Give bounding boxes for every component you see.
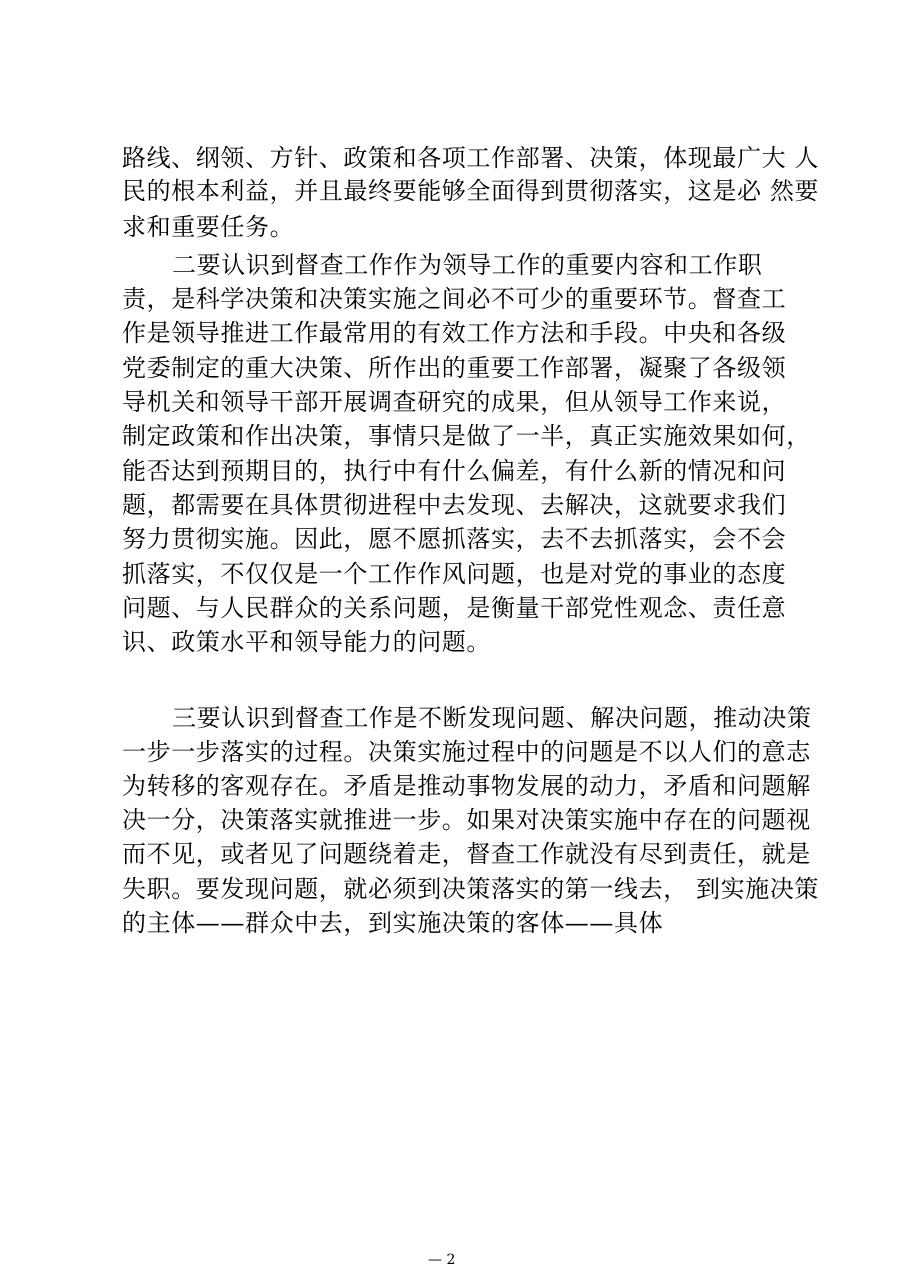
page-number: — 2 bbox=[428, 1252, 456, 1268]
text-line: 导机关和领导干部开展调查研究的成果，但从领导工作来说， bbox=[122, 388, 787, 416]
text-line: 而不见，或者见了问题绕着走，督查工作就没有尽到责任，就是 bbox=[122, 840, 811, 868]
text-line: 一步一步落实的过程。决策实施过程中的问题是不以人们的意志 bbox=[122, 738, 811, 766]
text-line: 制定政策和作出决策，事情只是做了一半，真正实施效果如何， bbox=[122, 422, 811, 450]
text-line: 题，都需要在具体贯彻进程中去发现、去解决，这就要求我们 bbox=[122, 491, 787, 519]
text-line: 求和重要任务。 bbox=[122, 213, 295, 241]
text-line: 党委制定的重大决策、所作出的重要工作部署，凝聚了各级领 bbox=[122, 354, 787, 382]
text-line: 民的根本利益，并且最终要能够全面得到贯彻落实，这是必 然要 bbox=[122, 177, 820, 205]
text-line: 努力贯彻实施。因此，愿不愿抓落实，去不去抓落实，会不会 bbox=[122, 525, 787, 553]
text-line: 能否达到预期目的，执行中有什么偏差，有什么新的情况和问 bbox=[122, 457, 787, 485]
text-line: 失职。要发现问题，就必须到决策落实的第一线去， 到实施决策 bbox=[122, 875, 820, 903]
text-line: 路线、纲领、方针、政策和各项工作部署、决策，体现最广大 人 bbox=[122, 144, 820, 172]
text-line: 决一分，决策落实就推进一步。如果对决策实施中存在的问题视 bbox=[122, 806, 811, 834]
text-line: 的主体——群众中去，到实施决策的客体——具体 bbox=[122, 909, 664, 937]
text-line: 为转移的客观存在。矛盾是推动事物发展的动力，矛盾和问题解 bbox=[122, 772, 811, 800]
text-line: 作是领导推进工作最常用的有效工作方法和手段。中央和各级 bbox=[122, 319, 787, 347]
text-line: 抓落实，不仅仅是一个工作作风问题，也是对党的事业的态度 bbox=[122, 560, 787, 588]
text-line: 问题、与人民群众的关系问题，是衡量干部党性观念、责任意 bbox=[122, 594, 787, 622]
text-line: 二要认识到督查工作作为领导工作的重要内容和工作职 bbox=[172, 251, 763, 279]
text-line: 三要认识到督查工作是不断发现问题、解决问题，推动决策 bbox=[172, 704, 812, 732]
text-line: 责，是科学决策和决策实施之间必不可少的重要环节。督查工 bbox=[122, 285, 787, 313]
text-line: 识、政策水平和领导能力的问题。 bbox=[122, 628, 491, 656]
